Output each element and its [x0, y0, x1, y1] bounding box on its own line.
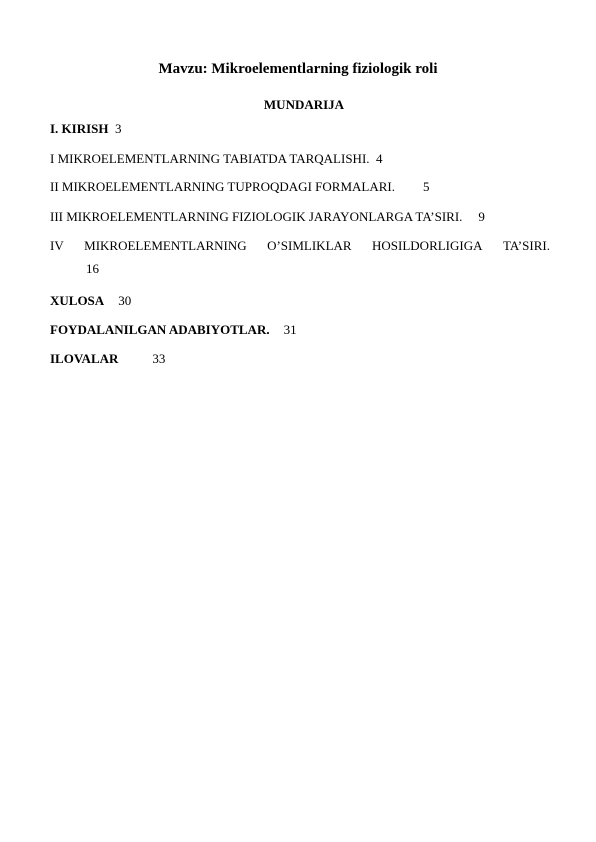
toc-entry-tuproqdagi [50, 178, 429, 195]
toc-entry-label: III MIKROELEMENTLARNING FIZIOLOGIK JARAYONLARGA TA’SIRI. [50, 209, 463, 224]
toc-entry-page: 30 [118, 293, 132, 308]
toc-entry-page: 16 [86, 261, 99, 276]
toc-entry-page: 9 [478, 209, 485, 224]
toc-entry-label: I MIKROELEMENTLARNING TABIATDA TARQALISHI. [50, 151, 370, 166]
toc-entry-adabiyotlar [50, 321, 297, 338]
toc-entry-word: IV [50, 238, 64, 253]
toc-heading: MUNDARIJA [263, 97, 345, 112]
document-title: Mavzu: Mikroelementlarning fiziologik roli [158, 61, 438, 77]
toc-entry-ilovalar [50, 350, 165, 367]
toc-entry-label: II MIKROELEMENTLARNING TUPROQDAGI FORMALARI. [50, 179, 395, 194]
toc-entry-page: 3 [115, 121, 122, 136]
toc-entry-label: I. KIRISH [50, 121, 109, 136]
toc-entry-label [50, 237, 550, 254]
toc-entry-page: 31 [283, 322, 297, 337]
toc-entry-word: TA’SIRI. [502, 238, 550, 253]
toc-entry-page: 33 [152, 351, 166, 366]
toc-entry-word: MIKROELEMENTLARNING [84, 238, 247, 253]
toc-entry-word: HOSILDORLIGIGA [372, 238, 483, 253]
toc-entry-label: ILOVALAR [50, 351, 119, 366]
toc-entry-label: XULOSA [50, 293, 105, 308]
toc-entry-kirish [50, 120, 122, 137]
toc-entry-word: O’SIMLIKLAR [267, 238, 352, 253]
toc-entry-page: 5 [422, 179, 430, 194]
toc-entry-fiziologik [50, 208, 485, 225]
toc-entry-hosildorligiga [50, 237, 550, 277]
toc-entry-label: FOYDALANILGAN ADABIYOTLAR. [50, 322, 270, 337]
toc-entry-tabiatda [50, 150, 383, 167]
toc-entry-xulosa [50, 292, 131, 309]
toc-entry-page: 4 [376, 151, 383, 166]
